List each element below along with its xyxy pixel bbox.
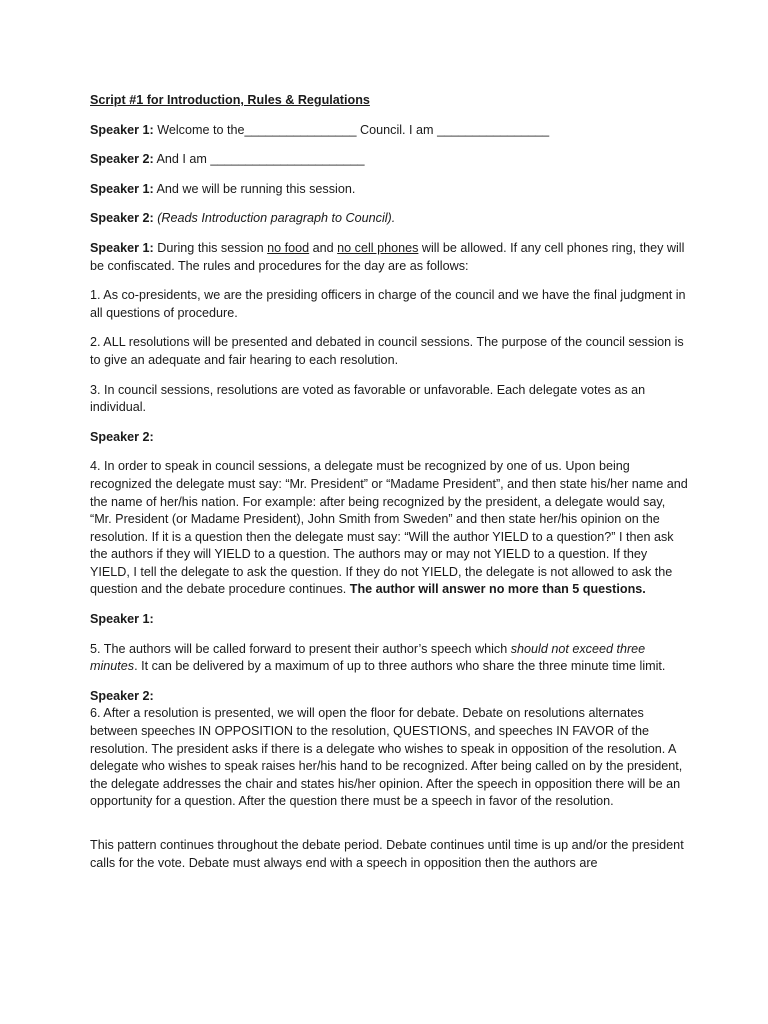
document-title: Script #1 for Introduction, Rules & Regulations	[90, 93, 370, 107]
stage-direction: (Reads Introduction paragraph to Council).	[153, 211, 396, 226]
body-text: And we will be running this session.	[153, 181, 356, 196]
rule-3: 3. In council sessions, resolutions are voted as favorable or unfavorable. Each delegate votes as an individual.	[90, 382, 646, 415]
paragraph-reads-intro	[90, 210, 690, 228]
fill-in-blank: ______________________	[210, 152, 365, 167]
paragraph-welcome	[90, 122, 690, 140]
speaker-label: Speaker 1:	[90, 181, 154, 196]
body-text: And I am	[153, 152, 211, 167]
body-text: During this session	[153, 240, 268, 255]
fill-in-blank: ________________	[437, 122, 550, 137]
document-page	[90, 92, 690, 884]
speaker-1-heading: Speaker 1:	[90, 612, 154, 627]
bold-text: The author will answer no more than 5 questions.	[349, 582, 646, 597]
speaker-label: Speaker 1:	[90, 240, 154, 255]
body-text: . It can be delivered by a maximum of up to three authors who share the three minute time limit.	[134, 659, 666, 674]
underlined-text: no cell phones	[337, 240, 419, 255]
body-text: Council. I am	[356, 122, 438, 137]
speaker-label: Speaker 2:	[90, 211, 154, 226]
speaker-2-heading: Speaker 2:	[90, 688, 154, 703]
body-text: Welcome to the	[153, 122, 245, 137]
rule-5	[90, 641, 690, 676]
body-text: will be allowed. If any cell phones ring, they will be confiscated. The rules and procedures for the day are as follows:	[90, 240, 685, 273]
body-text: 4. In order to speak in council sessions, a delegate must be recognized by one of us. Upon being recognized the delegate must say: “Mr. President” or “Madame President”, and then state his/her name and the name of her/his nation. For example: after being recognized by the president, a delegate would say, “Mr. President (or Madame President), John Smith from Sweden” and then state her/his opinion on the resolution. If it is a question then the delegate must say: “Will the author YIELD to a question?” I then ask the authors if they will YIELD to a question. The authors may or may not YIELD to a question. If they YIELD, I tell the delegate to ask the question. If they do not YIELD, the delegate is not allowed to ask the question and the debate procedure continues.	[90, 459, 688, 597]
speaker-2-heading: Speaker 2:	[90, 429, 154, 444]
italic-text: should not exceed three minutes	[90, 641, 646, 674]
paragraph-and-i-am	[90, 151, 690, 169]
body-text: 5. The authors will be called forward to present their author’s speech which	[90, 641, 511, 656]
paragraph-running-session	[90, 181, 690, 199]
paragraph-no-food	[90, 240, 690, 275]
body-text: and	[309, 240, 338, 255]
rule-6: 6. After a resolution is presented, we will open the floor for debate. Debate on resolutions alternates between speeches IN OPPOSITION to the resolution, QUESTIONS, and speeches IN FAVOR of the resolution. The president asks if there is a delegate who wishes to speak in opposition of the resolution. A delegate who wishes to speak raises her/his hand to be recognized. After being called on by the president, the delegate addresses the chair and states his/her opinion. After the speech in opposition there will be an opportunity for a question. After the question there must be a speech in favor of the resolution.	[90, 706, 683, 809]
rule-4	[90, 458, 690, 599]
speaker-label: Speaker 1:	[90, 122, 154, 137]
fill-in-blank: ________________	[244, 122, 357, 137]
underlined-text: no food	[267, 240, 310, 255]
rule-2: 2. ALL resolutions will be presented and debated in council sessions. The purpose of the council session is to give an adequate and fair hearing to each resolution.	[90, 335, 684, 367]
rule-1: 1. As co-presidents, we are the presiding officers in charge of the council and we have the final judgment in all questions of procedure.	[90, 288, 686, 320]
speaker-label: Speaker 2:	[90, 152, 154, 167]
closing-paragraph: This pattern continues throughout the debate period. Debate continues until time is up and/or the president calls for the vote. Debate must always end with a speech in opposition then the authors are	[90, 838, 684, 870]
